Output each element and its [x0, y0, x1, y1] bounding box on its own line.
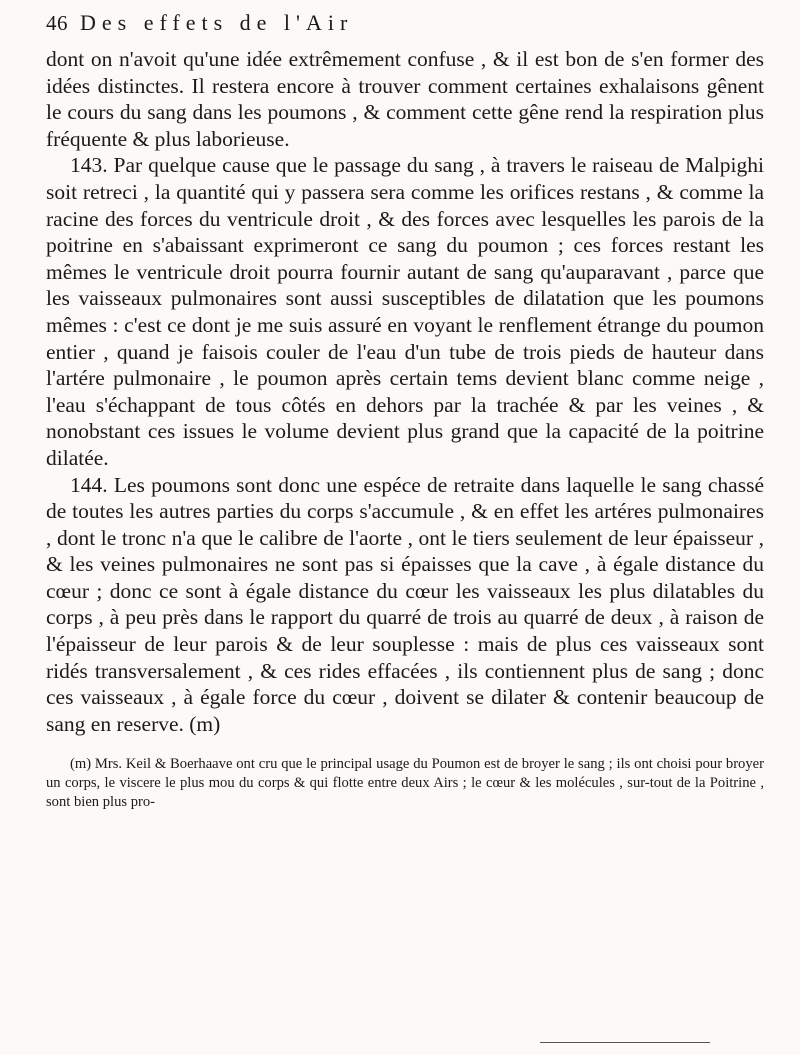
footer-rule — [540, 1042, 710, 1043]
footnote-section — [46, 749, 764, 812]
book-page — [46, 10, 764, 812]
paragraph-143: 143. Par quelque cause que le passage du sang , à travers le raiseau de Malpighi soit retreci , la quantité qui y passera sera comme les orifices restans , & comme la racine des forces du ventricule droit , & des forces avec lesquelles les parois de la poitrine en s'abaissant exprimeront ce sang du poumon ; ces forces restant les mêmes le ventricule droit pourra fournir autant de sang qu'auparavant , parce que les vaisseaux pulmonaires sont aussi susceptibles de dilatation que les poumons mêmes : c'est ce dont je me suis assuré en voyant le renflement étrange du poumon entier , quand je faisois couler de l'eau d'un tube de trois pieds de hauteur dans l'artére pulmonaire , le poumon après certain tems devient blanc comme neige , l'eau s'échappant de tous côtés en dehors par la trachée & par les veines , & nonobstant ces issues le volume devient plus grand que la capacité de la poitrine dilatée. — [46, 153, 764, 470]
page-number: 46 — [46, 11, 68, 35]
paragraph-continued: dont on n'avoit qu'une idée extrêmement confuse , & il est bon de s'en former des idées distinctes. Il restera encore à trouver comment certaines exhalaisons gênent le cours du sang dans les poumons , & comment cette gêne rend la respiration plus fréquente & plus laborieuse. — [46, 47, 764, 151]
page-header — [46, 10, 764, 46]
body-text — [46, 46, 764, 737]
footnote-m: (m) Mrs. Keil & Boerhaave ont cru que le principal usage du Poumon est de broyer le sang ; ils ont choisi pour broyer un corps, le viscere le plus mou du corps & qui flotte entre deux Airs ; le cœur & les molécules , sur-tout de la Poitrine , sont bien plus pro- — [46, 756, 764, 811]
paragraph-144: 144. Les poumons sont donc une espéce de retraite dans laquelle le sang chassé de toutes les autres parties du corps s'accumule , & en effet les artéres pulmonaires , dont le tronc n'a que le calibre de l'aorte , ont le tiers seulement de leur épaisseur , & les veines pulmonaires ne sont pas si épaisses que la cave , à égale distance du cœur ; donc ce sont à égale distance du cœur les vaisseaux les plus dilatables du corps , à peu près dans le rapport du quarré de trois au quarré de deux , à raison de l'épaisseur de leur parois & de leur souplesse : mais de plus ces vaisseaux sont ridés transversalement , & ces rides effacées , ils contiennent plus de sang ; donc ces vaisseaux , à égale force du cœur , doivent se dilater & contenir beaucoup de sang en reserve. (m) — [46, 472, 764, 736]
running-title: Des effets de l'Air — [80, 10, 354, 35]
